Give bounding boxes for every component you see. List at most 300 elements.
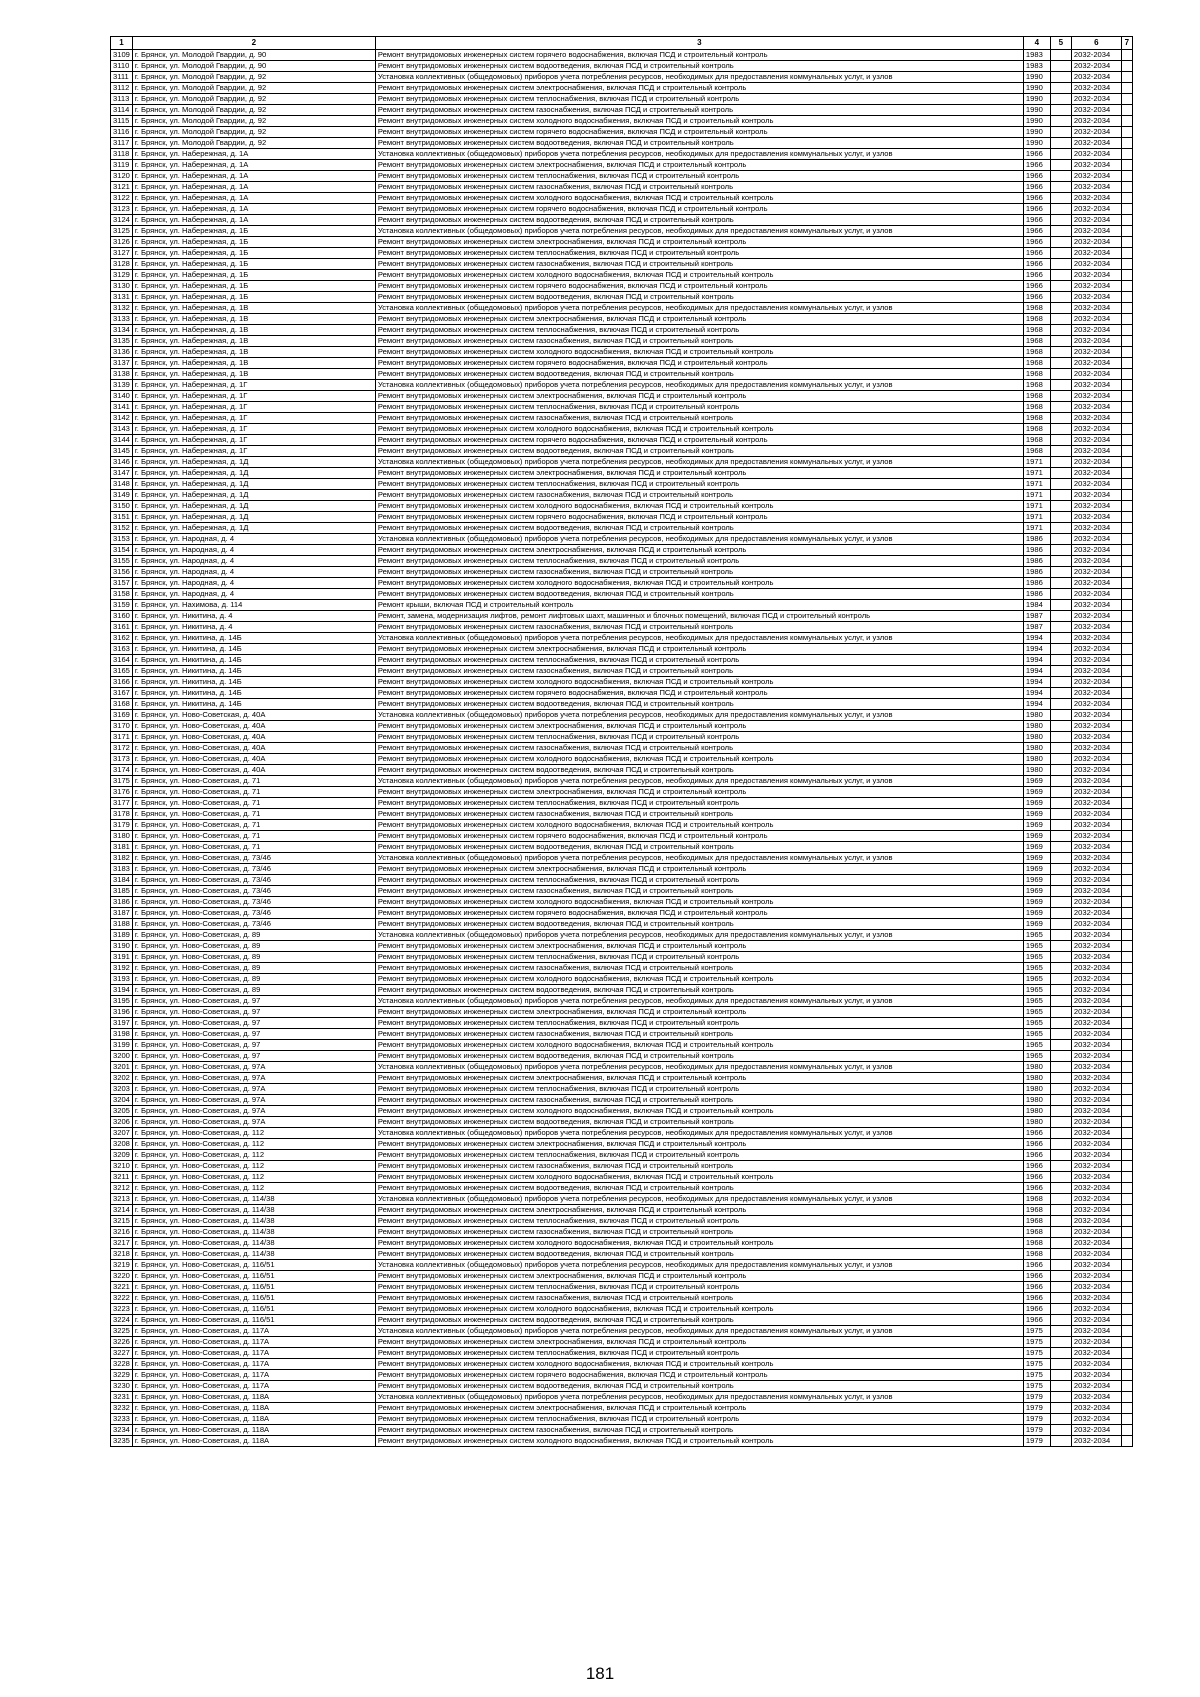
col-7-cell (1121, 985, 1132, 996)
row-number-cell: 3230 (111, 1381, 133, 1392)
work-type-cell: Ремонт внутридомовых инженерных систем теплоснабжения, включая ПСД и строительный контроль (375, 1414, 1023, 1425)
col-5-cell (1050, 1095, 1071, 1106)
period-cell: 2032-2034 (1071, 446, 1121, 457)
table-row (111, 479, 1133, 490)
table-row (111, 226, 1133, 237)
row-number-cell: 3162 (111, 633, 133, 644)
col-5-cell (1050, 468, 1071, 479)
work-type-cell: Ремонт внутридомовых инженерных систем водоотведения, включая ПСД и строительный контроль (375, 919, 1023, 930)
table-row (111, 1227, 1133, 1238)
table-row (111, 1315, 1133, 1326)
work-type-cell: Ремонт внутридомовых инженерных систем горячего водоснабжения, включая ПСД и строительный контроль (375, 831, 1023, 842)
address-cell: г. Брянск, ул. Молодой Гвардии, д. 92 (132, 72, 375, 83)
period-cell: 2032-2034 (1071, 435, 1121, 446)
col-7-cell (1121, 347, 1132, 358)
table-row (111, 732, 1133, 743)
col-5-cell (1050, 567, 1071, 578)
col-5-cell (1050, 1414, 1071, 1425)
work-type-cell: Ремонт внутридомовых инженерных систем газоснабжения, включая ПСД и строительный контроль (375, 963, 1023, 974)
year-built-cell: 1968 (1023, 314, 1050, 325)
year-built-cell: 1968 (1023, 325, 1050, 336)
col-7-cell (1121, 1029, 1132, 1040)
table-row (111, 149, 1133, 160)
col-7-cell (1121, 413, 1132, 424)
table-row (111, 512, 1133, 523)
col-5-cell (1050, 974, 1071, 985)
col-7-cell (1121, 149, 1132, 160)
year-built-cell: 1969 (1023, 831, 1050, 842)
col-7-cell (1121, 1161, 1132, 1172)
col-7-cell (1121, 204, 1132, 215)
row-number-cell: 3222 (111, 1293, 133, 1304)
table-row (111, 1205, 1133, 1216)
table-row (111, 347, 1133, 358)
row-number-cell: 3112 (111, 83, 133, 94)
col-7-cell (1121, 259, 1132, 270)
row-number-cell: 3111 (111, 72, 133, 83)
period-cell: 2032-2034 (1071, 985, 1121, 996)
period-cell: 2032-2034 (1071, 182, 1121, 193)
year-built-cell: 1968 (1023, 358, 1050, 369)
col-4-header: 4 (1023, 37, 1050, 50)
period-cell: 2032-2034 (1071, 699, 1121, 710)
work-type-cell: Ремонт внутридомовых инженерных систем газоснабжения, включая ПСД и строительный контроль (375, 1293, 1023, 1304)
work-type-cell: Установка коллективных (общедомовых) приборов учета потребления ресурсов, необходимых для предоставления коммунальных услуг, и узлов (375, 1062, 1023, 1073)
work-type-cell: Ремонт внутридомовых инженерных систем теплоснабжения, включая ПСД и строительный контроль (375, 402, 1023, 413)
table-row (111, 710, 1133, 721)
col-7-cell (1121, 1117, 1132, 1128)
col-7-cell (1121, 281, 1132, 292)
year-built-cell: 1966 (1023, 1304, 1050, 1315)
table-row (111, 754, 1133, 765)
row-number-cell: 3109 (111, 50, 133, 61)
col-7-cell (1121, 567, 1132, 578)
row-number-cell: 3177 (111, 798, 133, 809)
row-number-cell: 3137 (111, 358, 133, 369)
address-cell: г. Брянск, ул. Набережная, д. 1Г (132, 446, 375, 457)
col-5-cell (1050, 688, 1071, 699)
period-cell: 2032-2034 (1071, 1216, 1121, 1227)
work-type-cell: Ремонт внутридомовых инженерных систем газоснабжения, включая ПСД и строительный контроль (375, 567, 1023, 578)
col-5-cell (1050, 534, 1071, 545)
col-7-cell (1121, 765, 1132, 776)
row-number-cell: 3151 (111, 512, 133, 523)
table-row (111, 182, 1133, 193)
col-5-cell (1050, 919, 1071, 930)
row-number-cell: 3118 (111, 149, 133, 160)
col-5-cell (1050, 1359, 1071, 1370)
year-built-cell: 1969 (1023, 886, 1050, 897)
row-number-cell: 3166 (111, 677, 133, 688)
address-cell: г. Брянск, ул. Ново-Советская, д. 71 (132, 776, 375, 787)
work-type-cell: Ремонт внутридомовых инженерных систем газоснабжения, включая ПСД и строительный контроль (375, 743, 1023, 754)
col-7-cell (1121, 611, 1132, 622)
year-built-cell: 1990 (1023, 72, 1050, 83)
period-cell: 2032-2034 (1071, 1414, 1121, 1425)
address-cell: г. Брянск, ул. Набережная, д. 1Г (132, 391, 375, 402)
period-cell: 2032-2034 (1071, 655, 1121, 666)
table-row (111, 589, 1133, 600)
table-row (111, 94, 1133, 105)
table-row (111, 897, 1133, 908)
col-5-cell (1050, 886, 1071, 897)
row-number-cell: 3120 (111, 171, 133, 182)
col-7-cell (1121, 1326, 1132, 1337)
work-type-cell: Ремонт внутридомовых инженерных систем холодного водоснабжения, включая ПСД и строительный контроль (375, 116, 1023, 127)
address-cell: г. Брянск, ул. Набережная, д. 1А (132, 160, 375, 171)
address-cell: г. Брянск, ул. Молодой Гвардии, д. 92 (132, 138, 375, 149)
period-cell: 2032-2034 (1071, 1117, 1121, 1128)
period-cell: 2032-2034 (1071, 545, 1121, 556)
col-5-cell (1050, 831, 1071, 842)
year-built-cell: 1975 (1023, 1337, 1050, 1348)
year-built-cell: 1969 (1023, 776, 1050, 787)
year-built-cell: 1966 (1023, 1172, 1050, 1183)
table-row (111, 1029, 1133, 1040)
address-cell: г. Брянск, ул. Народная, д. 4 (132, 578, 375, 589)
year-built-cell: 1965 (1023, 996, 1050, 1007)
col-5-cell (1050, 391, 1071, 402)
col-7-cell (1121, 215, 1132, 226)
period-cell: 2032-2034 (1071, 501, 1121, 512)
work-type-cell: Ремонт внутридомовых инженерных систем электроснабжения, включая ПСД и строительный контроль (375, 941, 1023, 952)
work-type-cell: Ремонт внутридомовых инженерных систем холодного водоснабжения, включая ПСД и строительный контроль (375, 578, 1023, 589)
row-number-cell: 3225 (111, 1326, 133, 1337)
work-type-cell: Установка коллективных (общедомовых) приборов учета потребления ресурсов, необходимых для предоставления коммунальных услуг, и узлов (375, 1260, 1023, 1271)
col-5-cell (1050, 578, 1071, 589)
address-cell: г. Брянск, ул. Набережная, д. 1В (132, 314, 375, 325)
period-cell: 2032-2034 (1071, 259, 1121, 270)
year-built-cell: 1980 (1023, 721, 1050, 732)
period-cell: 2032-2034 (1071, 633, 1121, 644)
row-number-cell: 3216 (111, 1227, 133, 1238)
address-cell: г. Брянск, ул. Ново-Советская, д. 114/38 (132, 1205, 375, 1216)
year-built-cell: 1968 (1023, 413, 1050, 424)
col-7-cell (1121, 292, 1132, 303)
row-number-cell: 3159 (111, 600, 133, 611)
year-built-cell: 1986 (1023, 589, 1050, 600)
address-cell: г. Брянск, ул. Набережная, д. 1Д (132, 501, 375, 512)
row-number-cell: 3202 (111, 1073, 133, 1084)
period-cell: 2032-2034 (1071, 677, 1121, 688)
col-5-cell (1050, 1139, 1071, 1150)
year-built-cell: 1971 (1023, 490, 1050, 501)
address-cell: г. Брянск, ул. Ново-Советская, д. 97 (132, 1007, 375, 1018)
col-7-cell (1121, 83, 1132, 94)
col-7-cell (1121, 930, 1132, 941)
year-built-cell: 1971 (1023, 501, 1050, 512)
year-built-cell: 1986 (1023, 556, 1050, 567)
col-5-cell (1050, 512, 1071, 523)
address-cell: г. Брянск, ул. Ново-Советская, д. 73/46 (132, 864, 375, 875)
col-5-cell (1050, 952, 1071, 963)
col-5-cell (1050, 1073, 1071, 1084)
period-cell: 2032-2034 (1071, 996, 1121, 1007)
period-cell: 2032-2034 (1071, 193, 1121, 204)
address-cell: г. Брянск, ул. Набережная, д. 1Б (132, 248, 375, 259)
year-built-cell: 1980 (1023, 1117, 1050, 1128)
col-5-cell (1050, 545, 1071, 556)
row-number-cell: 3206 (111, 1117, 133, 1128)
row-number-cell: 3115 (111, 116, 133, 127)
work-type-cell: Ремонт внутридомовых инженерных систем газоснабжения, включая ПСД и строительный контроль (375, 1161, 1023, 1172)
period-cell: 2032-2034 (1071, 1326, 1121, 1337)
row-number-cell: 3143 (111, 424, 133, 435)
work-type-cell: Ремонт внутридомовых инженерных систем водоотведения, включая ПСД и строительный контроль (375, 1117, 1023, 1128)
address-cell: г. Брянск, ул. Набережная, д. 1В (132, 369, 375, 380)
table-row (111, 798, 1133, 809)
table-row (111, 193, 1133, 204)
period-cell: 2032-2034 (1071, 72, 1121, 83)
row-number-cell: 3210 (111, 1161, 133, 1172)
col-7-cell (1121, 963, 1132, 974)
col-5-cell (1050, 127, 1071, 138)
col-7-cell (1121, 1293, 1132, 1304)
col-5-cell (1050, 1040, 1071, 1051)
work-type-cell: Ремонт внутридомовых инженерных систем теплоснабжения, включая ПСД и строительный контроль (375, 732, 1023, 743)
table-row (111, 1062, 1133, 1073)
col-7-cell (1121, 864, 1132, 875)
work-type-cell: Ремонт внутридомовых инженерных систем теплоснабжения, включая ПСД и строительный контроль (375, 479, 1023, 490)
col-5-cell (1050, 677, 1071, 688)
year-built-cell: 1965 (1023, 963, 1050, 974)
period-cell: 2032-2034 (1071, 314, 1121, 325)
address-cell: г. Брянск, ул. Никитина, д. 14Б (132, 699, 375, 710)
work-type-cell: Ремонт внутридомовых инженерных систем электроснабжения, включая ПСД и строительный контроль (375, 237, 1023, 248)
col-5-cell (1050, 798, 1071, 809)
row-number-cell: 3184 (111, 875, 133, 886)
work-type-cell: Установка коллективных (общедомовых) приборов учета потребления ресурсов, необходимых для предоставления коммунальных услуг, и узлов (375, 303, 1023, 314)
address-cell: г. Брянск, ул. Ново-Советская, д. 40А (132, 732, 375, 743)
col-7-cell (1121, 479, 1132, 490)
col-5-cell (1050, 1205, 1071, 1216)
year-built-cell: 1986 (1023, 578, 1050, 589)
col-5-cell (1050, 1018, 1071, 1029)
col-7-cell (1121, 677, 1132, 688)
period-cell: 2032-2034 (1071, 369, 1121, 380)
col-7-cell (1121, 1095, 1132, 1106)
work-type-cell: Ремонт внутридомовых инженерных систем газоснабжения, включая ПСД и строительный контроль (375, 1029, 1023, 1040)
col-7-cell (1121, 886, 1132, 897)
period-cell: 2032-2034 (1071, 347, 1121, 358)
row-number-cell: 3176 (111, 787, 133, 798)
col-7-cell (1121, 512, 1132, 523)
period-cell: 2032-2034 (1071, 1315, 1121, 1326)
col-5-cell (1050, 666, 1071, 677)
address-cell: г. Брянск, ул. Никитина, д. 14Б (132, 677, 375, 688)
year-built-cell: 1966 (1023, 160, 1050, 171)
year-built-cell: 1980 (1023, 1073, 1050, 1084)
col-7-cell (1121, 226, 1132, 237)
col-7-cell (1121, 1436, 1132, 1447)
col-7-cell (1121, 402, 1132, 413)
table-header (111, 37, 1133, 50)
period-cell: 2032-2034 (1071, 578, 1121, 589)
period-cell: 2032-2034 (1071, 127, 1121, 138)
row-number-cell: 3178 (111, 809, 133, 820)
work-type-cell: Установка коллективных (общедомовых) приборов учета потребления ресурсов, необходимых для предоставления коммунальных услуг, и узлов (375, 1326, 1023, 1337)
table-row (111, 1073, 1133, 1084)
year-built-cell: 1987 (1023, 611, 1050, 622)
col-7-cell (1121, 666, 1132, 677)
address-cell: г. Брянск, ул. Молодой Гвардии, д. 92 (132, 83, 375, 94)
address-cell: г. Брянск, ул. Набережная, д. 1Б (132, 281, 375, 292)
period-cell: 2032-2034 (1071, 754, 1121, 765)
period-cell: 2032-2034 (1071, 1029, 1121, 1040)
address-cell: г. Брянск, ул. Ново-Советская, д. 73/46 (132, 897, 375, 908)
address-cell: г. Брянск, ул. Набережная, д. 1Г (132, 380, 375, 391)
address-cell: г. Брянск, ул. Народная, д. 4 (132, 534, 375, 545)
address-cell: г. Брянск, ул. Набережная, д. 1А (132, 204, 375, 215)
col-2-header: 2 (132, 37, 375, 50)
year-built-cell: 1968 (1023, 1205, 1050, 1216)
table-row (111, 622, 1133, 633)
work-type-cell: Установка коллективных (общедомовых) приборов учета потребления ресурсов, необходимых для предоставления коммунальных услуг, и узлов (375, 710, 1023, 721)
table-row (111, 1051, 1133, 1062)
year-built-cell: 1968 (1023, 380, 1050, 391)
address-cell: г. Брянск, ул. Ново-Советская, д. 116/51 (132, 1282, 375, 1293)
address-cell: г. Брянск, ул. Ново-Советская, д. 73/46 (132, 886, 375, 897)
col-3-header: 3 (375, 37, 1023, 50)
table-row (111, 358, 1133, 369)
work-type-cell: Ремонт внутридомовых инженерных систем горячего водоснабжения, включая ПСД и строительный контроль (375, 512, 1023, 523)
table-row (111, 941, 1133, 952)
table-row (111, 237, 1133, 248)
col-7-cell (1121, 457, 1132, 468)
work-type-cell: Ремонт внутридомовых инженерных систем газоснабжения, включая ПСД и строительный контроль (375, 622, 1023, 633)
year-built-cell: 1965 (1023, 941, 1050, 952)
period-cell: 2032-2034 (1071, 204, 1121, 215)
period-cell: 2032-2034 (1071, 1007, 1121, 1018)
row-number-cell: 3205 (111, 1106, 133, 1117)
col-5-cell (1050, 424, 1071, 435)
year-built-cell: 1975 (1023, 1348, 1050, 1359)
year-built-cell: 1986 (1023, 545, 1050, 556)
period-cell: 2032-2034 (1071, 1128, 1121, 1139)
col-5-cell (1050, 1216, 1071, 1227)
col-7-cell (1121, 1150, 1132, 1161)
address-cell: г. Брянск, ул. Ново-Советская, д. 116/51 (132, 1304, 375, 1315)
work-type-cell: Установка коллективных (общедомовых) приборов учета потребления ресурсов, необходимых для предоставления коммунальных услуг, и узлов (375, 226, 1023, 237)
col-5-cell (1050, 314, 1071, 325)
address-cell: г. Брянск, ул. Ново-Советская, д. 71 (132, 798, 375, 809)
period-cell: 2032-2034 (1071, 457, 1121, 468)
address-cell: г. Брянск, ул. Ново-Советская, д. 114/38 (132, 1249, 375, 1260)
table-row (111, 875, 1133, 886)
year-built-cell: 1968 (1023, 303, 1050, 314)
work-type-cell: Ремонт внутридомовых инженерных систем холодного водоснабжения, включая ПСД и строительный контроль (375, 501, 1023, 512)
col-7-cell (1121, 1359, 1132, 1370)
period-cell: 2032-2034 (1071, 1293, 1121, 1304)
year-built-cell: 1990 (1023, 138, 1050, 149)
col-5-cell (1050, 611, 1071, 622)
address-cell: г. Брянск, ул. Набережная, д. 1Д (132, 512, 375, 523)
address-cell: г. Брянск, ул. Набережная, д. 1В (132, 336, 375, 347)
period-cell: 2032-2034 (1071, 1150, 1121, 1161)
col-5-cell (1050, 721, 1071, 732)
year-built-cell: 1983 (1023, 61, 1050, 72)
col-5-cell (1050, 1062, 1071, 1073)
col-7-cell (1121, 1348, 1132, 1359)
table-row (111, 677, 1133, 688)
year-built-cell: 1966 (1023, 149, 1050, 160)
table-row (111, 1436, 1133, 1447)
work-type-cell: Ремонт внутридомовых инженерных систем теплоснабжения, включая ПСД и строительный контроль (375, 171, 1023, 182)
table-row (111, 490, 1133, 501)
work-type-cell: Установка коллективных (общедомовых) приборов учета потребления ресурсов, необходимых для предоставления коммунальных услуг, и узлов (375, 72, 1023, 83)
year-built-cell: 1968 (1023, 1216, 1050, 1227)
col-5-cell (1050, 281, 1071, 292)
work-type-cell: Ремонт внутридомовых инженерных систем холодного водоснабжения, включая ПСД и строительный контроль (375, 1304, 1023, 1315)
row-number-cell: 3224 (111, 1315, 133, 1326)
year-built-cell: 1965 (1023, 1040, 1050, 1051)
row-number-cell: 3110 (111, 61, 133, 72)
row-number-cell: 3124 (111, 215, 133, 226)
table-row (111, 1403, 1133, 1414)
table-row (111, 1370, 1133, 1381)
year-built-cell: 1980 (1023, 1095, 1050, 1106)
row-number-cell: 3191 (111, 952, 133, 963)
col-5-cell (1050, 490, 1071, 501)
year-built-cell: 1968 (1023, 369, 1050, 380)
year-built-cell: 1983 (1023, 50, 1050, 61)
year-built-cell: 1971 (1023, 512, 1050, 523)
address-cell: г. Брянск, ул. Ново-Советская, д. 40А (132, 743, 375, 754)
period-cell: 2032-2034 (1071, 743, 1121, 754)
work-type-cell: Установка коллективных (общедомовых) приборов учета потребления ресурсов, необходимых для предоставления коммунальных услуг, и узлов (375, 633, 1023, 644)
address-cell: г. Брянск, ул. Ново-Советская, д. 71 (132, 787, 375, 798)
year-built-cell: 1980 (1023, 1062, 1050, 1073)
col-5-cell (1050, 457, 1071, 468)
period-cell: 2032-2034 (1071, 688, 1121, 699)
period-cell: 2032-2034 (1071, 424, 1121, 435)
row-number-cell: 3232 (111, 1403, 133, 1414)
year-built-cell: 1986 (1023, 534, 1050, 545)
row-number-cell: 3145 (111, 446, 133, 457)
row-number-cell: 3199 (111, 1040, 133, 1051)
row-number-cell: 3138 (111, 369, 133, 380)
col-5-cell (1050, 941, 1071, 952)
year-built-cell: 1980 (1023, 765, 1050, 776)
address-cell: г. Брянск, ул. Ново-Советская, д. 97А (132, 1095, 375, 1106)
year-built-cell: 1979 (1023, 1436, 1050, 1447)
col-7-cell (1121, 545, 1132, 556)
col-6-header: 6 (1071, 37, 1121, 50)
work-type-cell: Ремонт внутридомовых инженерных систем теплоснабжения, включая ПСД и строительный контроль (375, 556, 1023, 567)
row-number-cell: 3196 (111, 1007, 133, 1018)
row-number-cell: 3161 (111, 622, 133, 633)
col-5-cell (1050, 1161, 1071, 1172)
address-cell: г. Брянск, ул. Набережная, д. 1В (132, 358, 375, 369)
work-type-cell: Ремонт внутридомовых инженерных систем водоотведения, включая ПСД и строительный контроль (375, 446, 1023, 457)
year-built-cell: 1994 (1023, 699, 1050, 710)
table-row (111, 336, 1133, 347)
col-5-cell (1050, 622, 1071, 633)
row-number-cell: 3187 (111, 908, 133, 919)
col-7-cell (1121, 1205, 1132, 1216)
col-7-cell (1121, 1282, 1132, 1293)
address-cell: г. Брянск, ул. Ново-Советская, д. 112 (132, 1183, 375, 1194)
row-number-cell: 3141 (111, 402, 133, 413)
col-5-cell (1050, 259, 1071, 270)
year-built-cell: 1966 (1023, 1128, 1050, 1139)
col-7-cell (1121, 1403, 1132, 1414)
row-number-cell: 3144 (111, 435, 133, 446)
work-type-cell: Ремонт внутридомовых инженерных систем холодного водоснабжения, включая ПСД и строительный контроль (375, 677, 1023, 688)
address-cell: г. Брянск, ул. Ново-Советская, д. 97 (132, 1051, 375, 1062)
address-cell: г. Брянск, ул. Ново-Советская, д. 97 (132, 1029, 375, 1040)
work-type-cell: Ремонт внутридомовых инженерных систем горячего водоснабжения, включая ПСД и строительный контроль (375, 435, 1023, 446)
